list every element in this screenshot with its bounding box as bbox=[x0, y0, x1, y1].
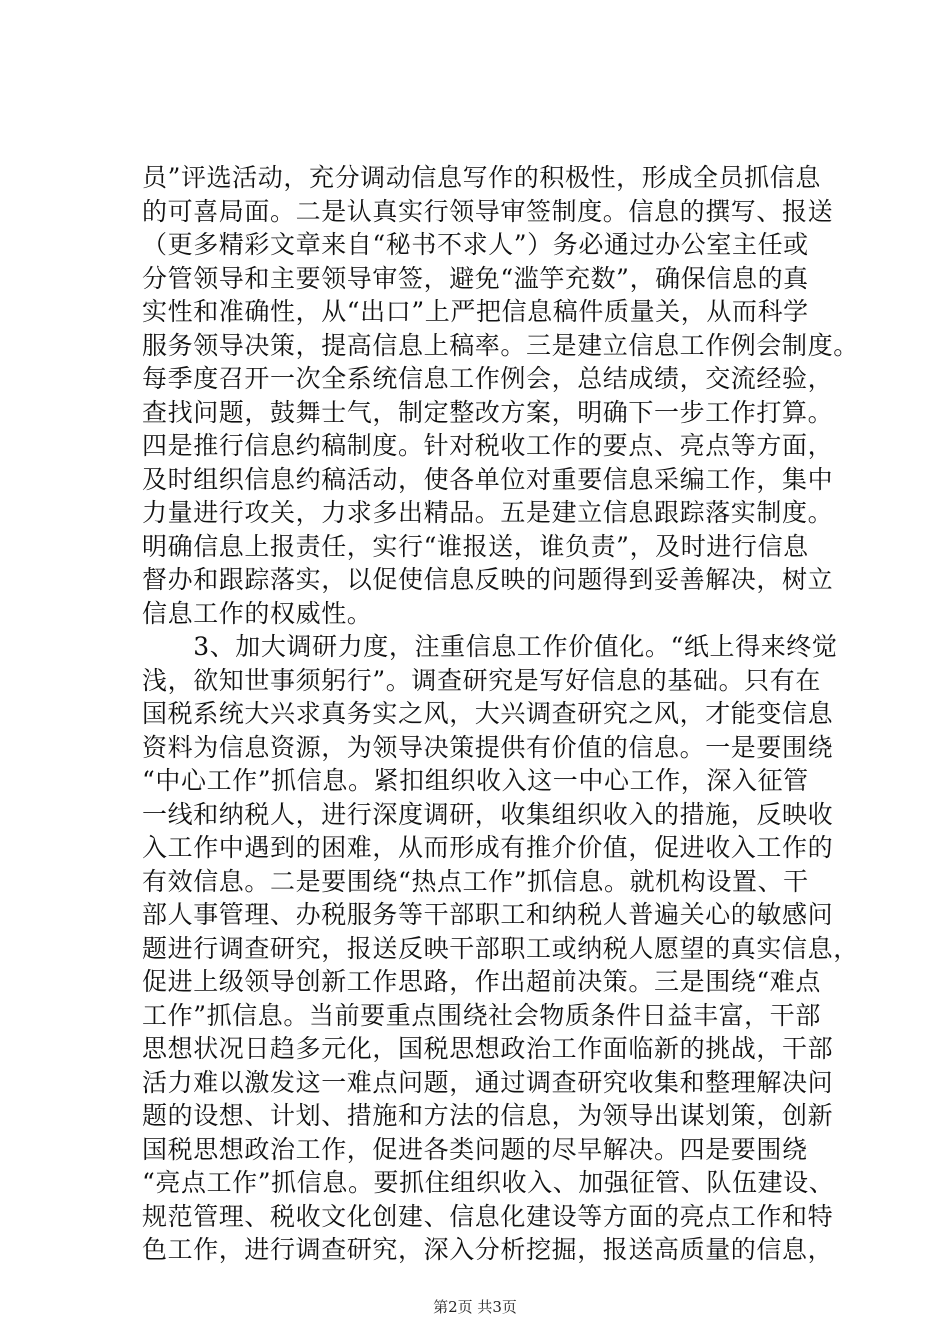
text-line: 规范管理、税收文化创建、信息化建设等方面的亮点工作和特 bbox=[142, 1201, 834, 1231]
text-line: 浅，欲知世事须躬行”。调查研究是写好信息的基础。只有在 bbox=[142, 665, 821, 695]
text-line: 国税思想政治工作，促进各类问题的尽早解决。四是要围绕 bbox=[142, 1134, 808, 1164]
text-line: 部人事管理、办税服务等干部职工和纳税人普遍关心的敏感问 bbox=[142, 900, 834, 929]
text-line: 资料为信息资源，为领导决策提供有价值的信息。一是要围绕 bbox=[142, 732, 834, 762]
text-line: 分管领导和主要领导审签，避免“滥竽充数”，确保信息的真 bbox=[142, 263, 809, 293]
text-line: 及时组织信息约稿活动，使各单位对重要信息采编工作，集中 bbox=[142, 464, 834, 494]
text-line: 实性和准确性，从“出口”上严把信息稿件质量关，从而科学 bbox=[142, 297, 809, 326]
text-line: （更多精彩文章来自“秘书不求人”）务必通过办公室主任或 bbox=[142, 230, 809, 259]
text-line: 的可喜局面。二是认真实行领导审签制度。信息的撰写、报送 bbox=[142, 196, 834, 226]
text-line: 查找问题，鼓舞士气，制定整改方案，明确下一步工作打算。 bbox=[142, 397, 834, 427]
text-line: “亮点工作”抓信息。要抓住组织收入、加强征管、队伍建设、 bbox=[142, 1168, 835, 1197]
text-line: 促进上级领导创新工作思路，作出超前决策。三是围绕“难点 bbox=[142, 967, 821, 996]
page-number-footer: 第2页 共3页 bbox=[433, 1298, 517, 1316]
text-line: “中心工作”抓信息。紧扣组织收入这一中心工作，深入征管 bbox=[142, 766, 809, 795]
text-line: 服务领导决策，提高信息上稿率。三是建立信息工作例会制度。 bbox=[142, 330, 859, 360]
text-line: 题进行调查研究，报送反映干部职工或纳税人愿望的真实信息， bbox=[142, 933, 859, 963]
text-line: 督办和跟踪落实，以促使信息反映的问题得到妥善解决，树立 bbox=[142, 565, 834, 594]
text-line: 力量进行攻关，力求多出精品。五是建立信息跟踪落实制度。 bbox=[142, 498, 834, 527]
text-line: 有效信息。二是要围绕“热点工作”抓信息。就机构设置、干 bbox=[142, 866, 809, 896]
text-line: 每季度召开一次全系统信息工作例会，总结成绩，交流经验， bbox=[142, 364, 834, 393]
text-line: 信息工作的权威性。 bbox=[142, 598, 373, 628]
text-line: 色工作，进行调查研究，深入分析挖掘，报送高质量的信息， bbox=[142, 1235, 834, 1264]
text-line: 思想状况日趋多元化，国税思想政治工作面临新的挑战，干部 bbox=[142, 1034, 834, 1063]
text-line: 员”评选活动，充分调动信息写作的积极性，形成全员抓信息 bbox=[142, 163, 821, 192]
text-line: 四是推行信息约稿制度。针对税收工作的要点、亮点等方面， bbox=[142, 431, 834, 460]
text-line: 工作”抓信息。当前要重点围绕社会物质条件日益丰富，干部 bbox=[142, 1000, 821, 1030]
text-line: 题的设想、计划、措施和方法的信息，为领导出谋划策，创新 bbox=[142, 1101, 834, 1130]
text-line: 国税系统大兴求真务实之风，大兴调查研究之风，才能变信息 bbox=[142, 699, 834, 728]
text-line: 明确信息上报责任，实行“谁报送，谁负责”，及时进行信息 bbox=[142, 531, 809, 561]
text-line: 入工作中遇到的困难，从而形成有推介价值，促进收入工作的 bbox=[142, 833, 834, 862]
body-text bbox=[142, 161, 859, 1267]
paragraph-start-line: 3、加大调研力度，注重信息工作价值化。“纸上得来终觉 bbox=[142, 632, 838, 661]
text-line: 一线和纳税人，进行深度调研，收集组织收入的措施，反映收 bbox=[142, 799, 834, 829]
text-line: 活力难以激发这一难点问题，通过调查研究收集和整理解决问 bbox=[142, 1067, 834, 1097]
